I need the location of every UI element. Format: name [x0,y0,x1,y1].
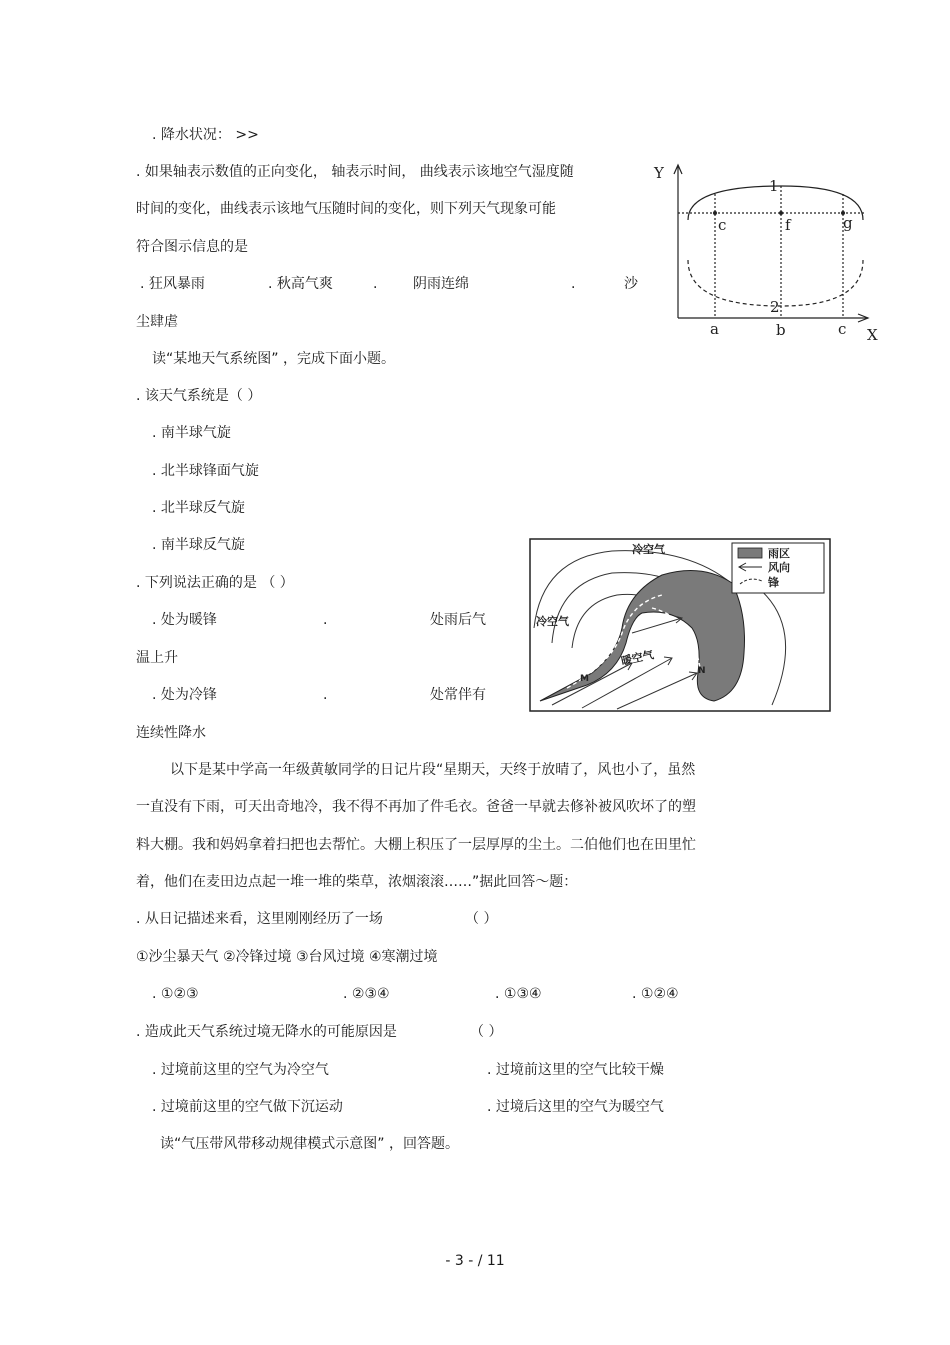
tick-label-b: b [776,321,786,339]
option-c: 阴雨连绵 [413,276,469,292]
option-b-continued: 温上升 [136,650,178,666]
legend-rain-label: 雨区 [768,547,790,560]
option-a: . 过境前这里的空气为冷空气 [152,1062,329,1078]
point-label-f: f [785,216,791,234]
option-c: . 过境前这里的空气做下沉运动 [152,1099,343,1115]
option-d-continued: 连续性降水 [136,725,206,741]
question-stem-line: 时间的变化，曲线表示该地气压随时间的变化，则下列天气现象可能 [136,201,556,217]
section-heading: . 降水状况： >> [152,127,259,143]
option-a: . 南半球气旋 [152,425,231,441]
curve-label-1: 1 [769,177,779,195]
xy-curve-diagram [650,160,885,345]
curve-label-2: 2 [770,298,780,316]
cold-air-label-top: 冷空气 [632,543,665,556]
question-stem: . 下列说法正确的是 （ ） [136,575,294,591]
reading-intro: 读“气压带风带移动规律模式示意图” ，回答题。 [160,1136,459,1152]
reading-intro: 读“某地天气系统图” ，完成下面小题。 [152,351,395,367]
option-b: 处雨后气 [430,612,486,628]
option-b-marker: . [323,612,328,628]
warm-air-label: 暖空气 [619,648,655,668]
point-f [779,211,783,215]
answer-parentheses: （ ） [470,1024,503,1040]
option-b: . 秋高气爽 [268,276,333,292]
option-c-marker: . [373,276,378,292]
option-b: . 北半球锋面气旋 [152,463,259,479]
point-label-c: c [718,216,727,234]
option-d: 处常伴有 [430,687,486,703]
tick-label-c: c [838,320,847,338]
passage-line: 一直没有下雨，可天出奇地冷，我不得不再加了件毛衣。爸爸一早就去修补被风吹坏了的塑 [136,799,696,815]
question-stem: . 从日记描述来看，这里刚刚经历了一场 [136,911,383,927]
question-stem-line: . 如果轴表示数值的正向变化， 轴表示时间， 曲线表示该地空气湿度随 [136,164,574,180]
question-stem-line: 符合图示信息的是 [136,239,248,255]
legend-wind-label: 风向 [768,561,790,574]
option-d: . 南半球反气旋 [152,537,245,553]
page-number: - 3 - / 11 [445,1253,505,1269]
option-c: . 处为冷锋 [152,687,217,703]
option-d-continued: 尘肆虐 [136,314,178,330]
tick-label-a: a [710,320,719,338]
option-d-marker: . [323,687,328,703]
option-a: . ①②③ [152,986,199,1002]
passage-line: 着，他们在麦田边点起一堆一堆的柴草，浓烟滚滚……”据此回答～题： [136,874,578,890]
weather-system-map [522,533,838,715]
cold-air-label-left: 冷空气 [536,615,569,628]
option-b: . ②③④ [343,986,390,1002]
option-c: . ①③④ [495,986,542,1002]
y-axis-label: Y [654,164,664,182]
option-d: . ①②④ [632,986,679,1002]
answer-items: ①沙尘暴天气 ②冷锋过境 ③台风过境 ④寒潮过境 [136,949,438,965]
passage-line: 以下是某中学高一年级黄敏同学的日记片段“星期天，天终于放晴了，风也小了，虽然 [170,762,696,778]
answer-parentheses: （ ） [465,911,498,927]
option-d: 沙 [624,276,638,292]
option-c: . 北半球反气旋 [152,500,245,516]
point-m-label: M [580,674,589,684]
question-stem: . 该天气系统是（ ） [136,388,262,404]
option-d-marker: . [571,276,576,292]
legend-rain-swatch [738,548,762,558]
option-a: . 狂风暴雨 [140,276,205,292]
option-d: . 过境后这里的空气为暖空气 [487,1099,664,1115]
option-b: . 过境前这里的空气比较干燥 [487,1062,664,1078]
passage-line: 料大棚。我和妈妈拿着扫把也去帮忙。大棚上积压了一层厚厚的尘土。二伯他们也在田里忙 [136,837,696,853]
question-stem: . 造成此天气系统过境无降水的可能原因是 [136,1024,397,1040]
point-c [713,211,717,215]
option-a: . 处为暖锋 [152,612,217,628]
legend-front-label: 锋 [768,576,779,589]
x-axis-label: X [867,326,878,344]
point-label-g: g [843,214,853,232]
point-n-label: N [698,666,706,676]
